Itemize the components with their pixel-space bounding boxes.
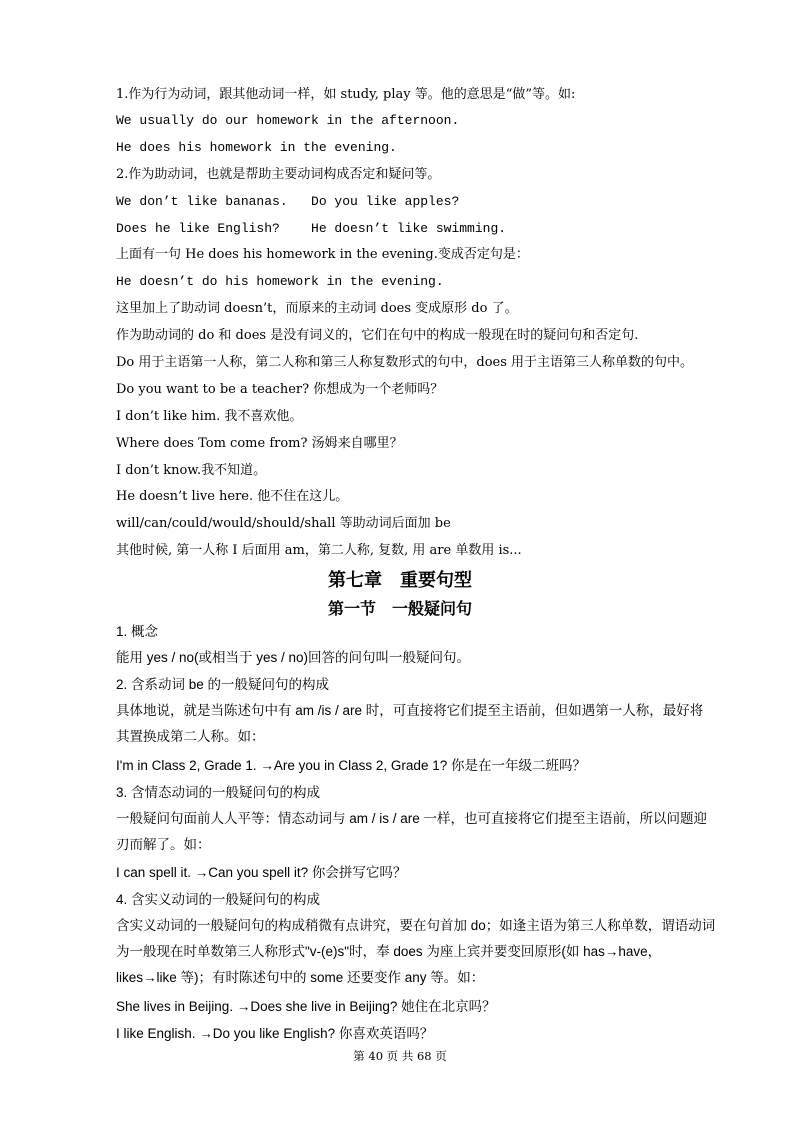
paragraph — [116, 806, 716, 858]
subheading: 4. 含实义动词的一般疑问句的构成 — [116, 892, 321, 907]
example-line: I can spell it. →Can you spell it? 你会拼写它吗？ — [116, 865, 407, 880]
subheading: 2. 含系动词 be 的一般疑问句的构成 — [116, 677, 330, 692]
text-line: 1.作为行为动词，跟其他动词一样，如 study, play 等。他的意思是“做”等。如: — [116, 87, 576, 102]
section-title: 第一节 一般疑问句 — [327, 599, 472, 618]
text-line: 这里加上了助动词 doesn’t，而原来的主动词 does 变成原形 do 了。 — [116, 301, 518, 316]
subheading: 3. 含情态动词的一般疑问句的构成 — [116, 785, 321, 800]
paragraph — [116, 913, 716, 991]
paragraph-text: 一般疑问句面前人人平等：情态动词与 am / is / are 一样，也可直接将它们提至主语前，所以问题迎刃而解了。如： — [116, 811, 708, 852]
text-line: We don’t like bananas. Do you like apples? — [116, 194, 460, 209]
paragraph-text: 具体地说，就是当陈述句中有 am /is / are 时，可直接将它们提至主语前，但如遇第一人称，最好将其置换成第二人称。如： — [116, 703, 704, 744]
text-line: 上面有一句 He does his homework in the evening.变成否定句是： — [116, 247, 529, 262]
chapter-title: 第七章 重要句型 — [328, 570, 472, 591]
text-line: 2.作为助动词，也就是帮助主要动词构成否定和疑问等。 — [116, 167, 441, 182]
text-line: 作为助动词的 do 和 does 是没有词义的，它们在句中的构成一般现在时的疑问句和否定句. — [116, 328, 639, 343]
text-line: I don’t like him. 我不喜欢他。 — [116, 409, 303, 424]
text-line: He does his homework in the evening. — [116, 140, 397, 155]
page-footer: 第 40 页 共 68 页 — [353, 1049, 447, 1063]
text-line: He doesn’t live here. 他不住在这儿。 — [116, 489, 349, 504]
text-line: Do you want to be a teacher? 你想成为一个老师吗？ — [116, 382, 444, 397]
paragraph-text: 含实义动词的一般疑问句的构成稍微有点讲究，要在句首加 do；如逢主语为第三人称单数，谓语动词为一般现在时单数第三人称形式"v-(e)s"时，奉 does 为座上宾并要变回原形(如 has→have，likes→like 等)；有时陈述句中的 some 还要变作 any 等。如： — [116, 918, 716, 985]
example-line: I like English. →Do you like English? 你喜欢英语吗？ — [116, 1026, 434, 1041]
subheading: 1. 概念 — [116, 624, 159, 639]
text-line: will/can/could/would/should/shall 等助动词后面加 be — [116, 516, 451, 531]
example-line: I'm in Class 2, Grade 1. →Are you in Class 2, Grade 1? 你是在一年级二班吗？ — [116, 758, 586, 773]
example-line: She lives in Beijing. →Does she live in Beijing? 她住在北京吗？ — [116, 999, 496, 1014]
text-line: Where does Tom come from? 汤姆来自哪里？ — [116, 436, 403, 451]
text-line: 能用 yes / no(或相当于 yes / no)回答的问句叫一般疑问句。 — [116, 650, 471, 665]
text-line: He doesn’t do his homework in the evening. — [116, 274, 444, 289]
text-line: We usually do our homework in the afternoon. — [116, 113, 460, 128]
text-line: 其他时候, 第一人称 I 后面用 am，第二人称, 复数, 用 are 单数用 is... — [116, 543, 522, 558]
paragraph — [116, 698, 716, 750]
text-line: Do 用于主语第一人称，第二人称和第三人称复数形式的句中，does 用于主语第三人称单数的句中。 — [116, 355, 694, 370]
text-line: Does he like English? He doesn’t like swimming. — [116, 221, 507, 236]
text-line: I don’t know.我不知道。 — [116, 463, 267, 478]
